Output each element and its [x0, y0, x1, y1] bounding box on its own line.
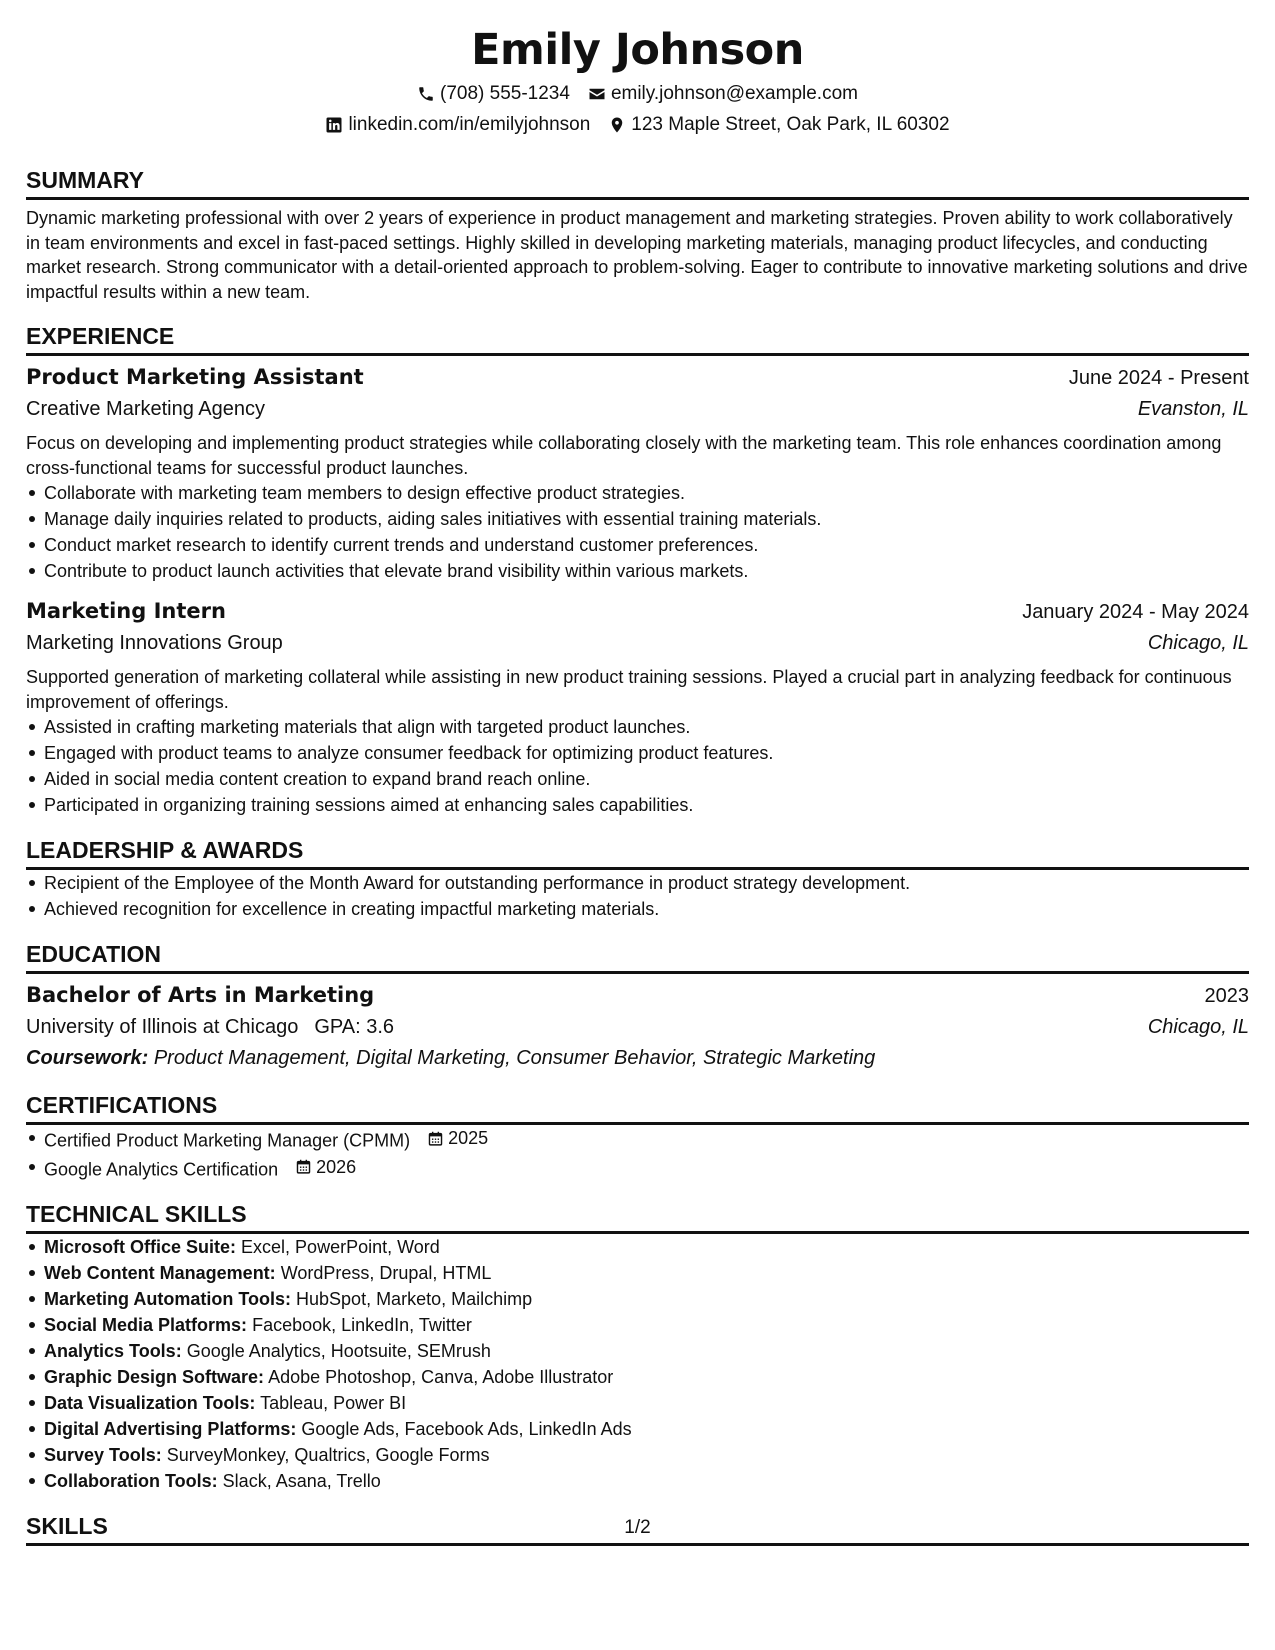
job-title: Product Marketing Assistant [26, 365, 364, 389]
list-item [44, 1468, 1249, 1494]
job-description: Focus on developing and implementing product strategies while collaborating closely with the marketing team. This role enhances coordination among cross-functional teams for successful product launches. [26, 433, 1222, 478]
entry-subheader [26, 1012, 1249, 1043]
list-item [44, 1338, 1249, 1364]
list-item: Aided in social media content creation to expand brand reach online. [44, 766, 1249, 792]
school-location: Chicago, IL [1147, 1016, 1249, 1038]
list-item: Conduct market research to identify current trends and understand customer preferences. [44, 532, 1249, 558]
list-item [44, 1312, 1249, 1338]
phone-icon [417, 85, 435, 103]
linkedin-icon [325, 116, 343, 134]
contact-linkedin [325, 109, 590, 140]
list-item [44, 1286, 1249, 1312]
cert-year: 2025 [448, 1128, 489, 1148]
envelope-icon [588, 85, 606, 103]
contact-phone [417, 78, 570, 109]
email-link[interactable]: emily.johnson@example.com [610, 83, 858, 104]
cert-year-wrap [295, 1154, 356, 1180]
section-title-leadership: LEADERSHIP & AWARDS [26, 836, 1249, 870]
experience-entry [26, 596, 1249, 818]
summary-section [26, 166, 1249, 304]
cert-year-wrap [427, 1125, 488, 1151]
skill-value: Tableau, Power BI [260, 1393, 407, 1413]
certifications-section [26, 1091, 1249, 1182]
calendar-icon [295, 1158, 312, 1175]
list-item [44, 1442, 1249, 1468]
school-name: University of Illinois at Chicago [26, 1016, 299, 1038]
list-item: Contribute to product launch activities that elevate brand visibility within various markets. [44, 558, 1249, 584]
section-title-experience: EXPERIENCE [26, 322, 1249, 356]
address-text: 123 Maple Street, Oak Park, IL 60302 [631, 114, 950, 135]
degree-name: Bachelor of Arts in Marketing [26, 983, 375, 1007]
skill-value: Google Ads, Facebook Ads, LinkedIn Ads [301, 1419, 632, 1439]
skill-value: WordPress, Drupal, HTML [280, 1263, 492, 1283]
calendar-icon [427, 1130, 444, 1147]
contact-row-2 [26, 109, 1249, 140]
skill-label: Collaboration Tools: [44, 1471, 218, 1491]
linkedin-link[interactable]: linkedin.com/in/emilyjohnson [348, 114, 591, 135]
job-bullets [26, 480, 1249, 584]
coursework-list: Product Management, Digital Marketing, Consumer Behavior, Strategic Marketing [153, 1047, 876, 1069]
job-dates: January 2024 - May 2024 [1022, 601, 1249, 623]
company-name: Creative Marketing Agency [26, 398, 266, 420]
entry-subheader [26, 628, 1249, 659]
coursework-label: Coursework: [26, 1047, 149, 1069]
contact-email [588, 78, 858, 109]
summary-text: Dynamic marketing professional with over 2 years of experience in product management and marketing strategies. Proven ability to work collaboratively in team environments and excel in fast-paced settings. Highly skilled in developing marketing materials, managing product lifecycles, and conducting market research. Strong communicator with a detail-oriented approach to problem-solving. Eager to contribute to innovative marketing solutions and drive impactful results within a new team. [26, 208, 1248, 302]
job-bullets [26, 714, 1249, 818]
technical-skills-section [26, 1200, 1249, 1494]
candidate-name: Emily Johnson [471, 25, 804, 75]
list-item [44, 1416, 1249, 1442]
section-title-certifications: CERTIFICATIONS [26, 1091, 1249, 1125]
experience-section [26, 322, 1249, 818]
section-title-education: EDUCATION [26, 940, 1249, 974]
education-entry [26, 980, 1249, 1073]
job-title: Marketing Intern [26, 599, 226, 623]
entry-subheader [26, 394, 1249, 425]
skill-value: HubSpot, Marketo, Mailchimp [296, 1289, 533, 1309]
skill-label: Digital Advertising Platforms: [44, 1419, 297, 1439]
list-item: Assisted in crafting marketing materials that align with targeted product launches. [44, 714, 1249, 740]
resume-page [26, 22, 1249, 1546]
certifications-list [26, 1125, 1249, 1182]
job-location: Chicago, IL [1147, 632, 1249, 654]
skill-label: Social Media Platforms: [44, 1315, 248, 1335]
list-item: Achieved recognition for excellence in creating impactful marketing materials. [44, 896, 1249, 922]
skill-label: Data Visualization Tools: [44, 1393, 256, 1413]
skill-value: SurveyMonkey, Qualtrics, Google Forms [166, 1445, 490, 1465]
entry-header [26, 596, 1249, 628]
entry-header [26, 362, 1249, 394]
cert-year: 2026 [316, 1156, 357, 1177]
list-item [44, 1234, 1249, 1260]
leadership-section [26, 836, 1249, 922]
skill-label: Marketing Automation Tools: [44, 1289, 291, 1309]
contact-address [608, 109, 949, 140]
section-title-summary: SUMMARY [26, 166, 1249, 200]
coursework [26, 1043, 1249, 1073]
skill-value: Google Analytics, Hootsuite, SEMrush [186, 1341, 491, 1361]
list-item: Collaborate with marketing team members to design effective product strategies. [44, 480, 1249, 506]
skill-label: Graphic Design Software: [44, 1367, 265, 1387]
list-item: Recipient of the Employee of the Month Award for outstanding performance in product strategy development. [44, 870, 1249, 896]
experience-entry [26, 362, 1249, 584]
graduation-year: 2023 [1204, 985, 1249, 1007]
list-item: Manage daily inquiries related to products, aiding sales initiatives with essential training materials. [44, 506, 1249, 532]
list-item [44, 1390, 1249, 1416]
page-number: 1/2 [624, 1517, 651, 1538]
list-item [44, 1364, 1249, 1390]
skill-value: Adobe Photoshop, Canva, Adobe Illustrator [268, 1367, 614, 1387]
job-location: Evanston, IL [1137, 398, 1249, 420]
skill-value: Slack, Asana, Trello [222, 1471, 381, 1491]
school-line [26, 1012, 394, 1043]
technical-skills-list [26, 1234, 1249, 1494]
map-pin-icon [608, 116, 626, 134]
gpa: GPA: 3.6 [314, 1016, 395, 1038]
skill-label: Microsoft Office Suite: [44, 1237, 237, 1257]
cert-name: Certified Product Marketing Manager (CPMM) [44, 1130, 411, 1151]
skill-label: Survey Tools: [44, 1445, 162, 1465]
education-section [26, 940, 1249, 1073]
skill-label: Analytics Tools: [44, 1341, 182, 1361]
list-item [44, 1260, 1249, 1286]
leadership-list [26, 870, 1249, 922]
job-description: Supported generation of marketing collateral while assisting in new product training sessions. Played a crucial part in analyzing feedback for continuous improvement of offerings. [26, 667, 1232, 712]
list-item: Participated in organizing training sessions aimed at enhancing sales capabilities. [44, 792, 1249, 818]
skill-label: Web Content Management: [44, 1263, 276, 1283]
list-item: Engaged with product teams to analyze consumer feedback for optimizing product features. [44, 740, 1249, 766]
section-title-technical-skills: TECHNICAL SKILLS [26, 1200, 1249, 1234]
company-name: Marketing Innovations Group [26, 632, 283, 654]
entry-header [26, 980, 1249, 1012]
contact-row-1 [26, 78, 1249, 109]
section-title-skills: SKILLS [26, 1512, 1249, 1546]
cert-name: Google Analytics Certification [44, 1159, 279, 1179]
phone-text[interactable]: (708) 555-1234 [440, 83, 570, 104]
list-item [44, 1125, 1249, 1154]
skill-value: Facebook, LinkedIn, Twitter [252, 1315, 472, 1335]
skill-value: Excel, PowerPoint, Word [241, 1237, 440, 1257]
list-item [44, 1154, 1249, 1183]
job-dates: June 2024 - Present [1068, 367, 1249, 389]
